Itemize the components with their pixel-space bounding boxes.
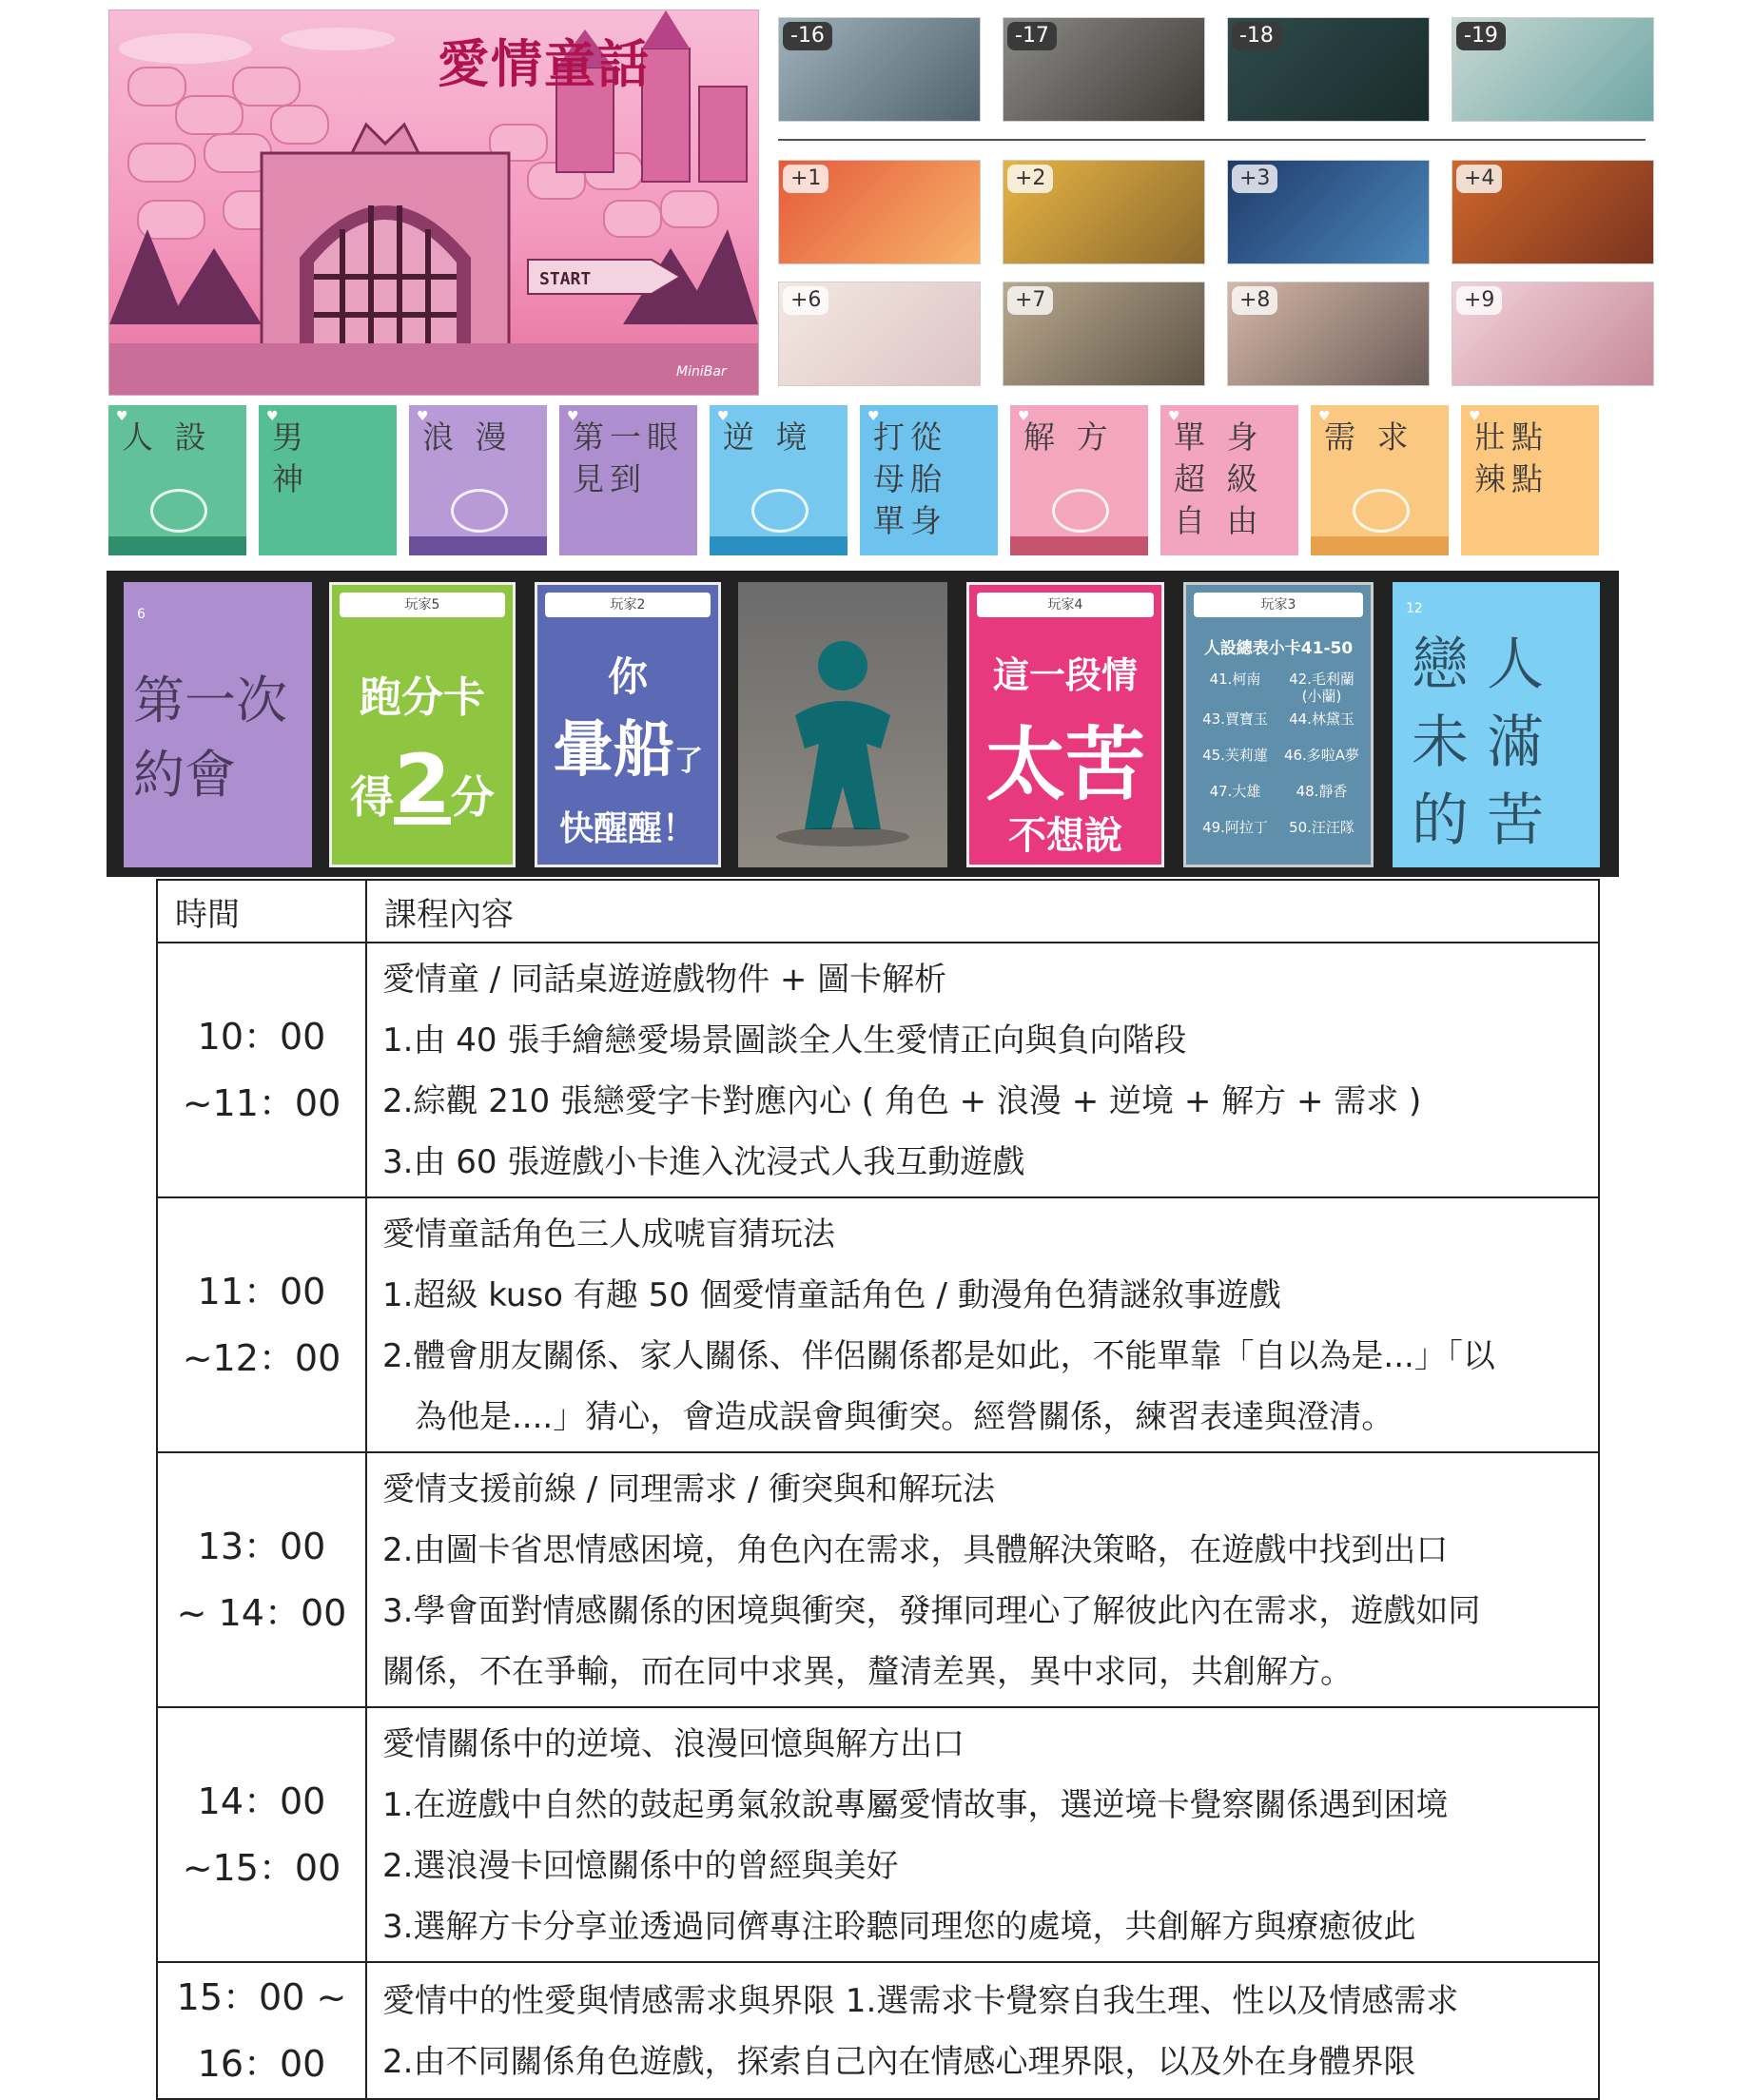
player-label: 玩家2	[545, 593, 711, 617]
heart-icon: ♥	[1018, 409, 1030, 424]
content-cell	[366, 1707, 1599, 1962]
scene-card	[1003, 160, 1205, 264]
content-cell	[366, 1452, 1599, 1707]
score-title: 跑分卡	[360, 673, 485, 722]
first-date-text: 第一次 約會	[133, 671, 287, 805]
table-row	[157, 1962, 1599, 2099]
heart-icon: ♥	[1318, 409, 1331, 424]
heart-icon: ♥	[266, 409, 279, 424]
player-label: 玩家4	[977, 593, 1154, 617]
card-first-date	[124, 582, 312, 867]
content-line: 2.由圖卡省思情感困境，角色內在需求，具體解決策略，在遊戲中找到出口	[382, 1531, 1449, 1569]
bitter-line2: 太苦	[984, 718, 1145, 811]
start-label: START	[539, 269, 592, 289]
emblem-icon	[150, 489, 207, 533]
brand-logo: MiniBar	[676, 364, 727, 379]
time-text: 14：00	[197, 1780, 326, 1822]
emblem-icon	[1052, 489, 1109, 533]
word-card-text: 單 身 超 級 自 由	[1174, 418, 1264, 539]
seasick-line3: 快醒醒！	[558, 809, 696, 848]
content-line: 3.學會面對情感關係的困境與衝突，發揮同理心了解彼此內在需求，遊戲如同	[382, 1592, 1481, 1630]
card-score	[329, 582, 516, 867]
emblem-icon	[1353, 489, 1410, 533]
time-text: ~12：00	[182, 1337, 341, 1379]
content-line: 關係，不在爭輸，而在同中求異，釐清差異，異中求同，共創解方。	[382, 1653, 1353, 1691]
scene-card-number: +1	[783, 165, 828, 193]
word-card-text: 浪 漫	[422, 418, 513, 456]
word-card	[1160, 405, 1298, 555]
scene-card-number: +7	[1007, 286, 1053, 315]
time-text: 15：00 ~	[176, 1976, 347, 2018]
content-cell	[366, 943, 1599, 1197]
word-card-text: 人 設	[122, 418, 212, 456]
roster-entry: 45.芙莉蓮	[1202, 747, 1268, 764]
roster-entry: 49.阿拉丁	[1202, 819, 1268, 836]
word-card	[259, 405, 397, 555]
meeple-icon	[738, 582, 947, 867]
scene-card	[1003, 17, 1205, 122]
time-text: ~ 14：00	[176, 1592, 347, 1634]
player-label: 玩家5	[340, 593, 505, 617]
time-text: 11：00	[197, 1271, 326, 1312]
content-line: 為他是....」猜心，會造成誤會與衝突。經營關係，練習表達與澄清。	[415, 1398, 1394, 1436]
roster-entry: 44.林黛玉	[1289, 710, 1354, 728]
content-line: 2.綜觀 210 張戀愛字卡對應內心 ( 角色 + 浪漫 + 逆境 + 解方 + 需求 )	[382, 1082, 1422, 1120]
scene-card-number: +2	[1007, 165, 1053, 193]
roster-entry: 43.賈寶玉	[1202, 710, 1268, 728]
header-time: 時間	[157, 880, 366, 943]
word-card-text: 需 求	[1324, 418, 1414, 456]
seasick-line1: 你	[607, 653, 648, 700]
scene-card-number: +9	[1456, 286, 1502, 315]
table-row	[157, 1707, 1599, 1962]
time-cell	[157, 943, 366, 1197]
meeple-photo	[738, 582, 947, 867]
scene-card-number: -19	[1456, 22, 1506, 50]
hero-title: 愛情童話	[438, 33, 651, 94]
scene-card-number: +8	[1232, 286, 1277, 315]
heart-icon: ♥	[567, 409, 579, 424]
score-value	[332, 737, 513, 835]
word-card	[108, 405, 246, 555]
heart-icon: ♥	[116, 409, 128, 424]
game-card-strip	[107, 571, 1619, 877]
scene-card	[778, 160, 981, 264]
content-cell	[366, 1962, 1599, 2099]
time-text: 13：00	[197, 1526, 326, 1567]
time-cell	[157, 1962, 366, 2099]
scene-card-number: +6	[783, 286, 828, 315]
time-text: ~11：00	[182, 1082, 341, 1124]
emblem-icon	[751, 489, 809, 533]
scene-card-number: -18	[1232, 22, 1281, 50]
scene-card	[778, 17, 981, 122]
word-card	[1010, 405, 1148, 555]
word-card-text: 打從 母胎 單身	[873, 418, 947, 539]
roster-entry: 48.靜香	[1296, 783, 1348, 800]
roster-entry: 46.多啦A夢	[1283, 747, 1360, 764]
scene-card	[1452, 282, 1654, 386]
card-number: 6	[137, 607, 146, 622]
content-line: 2.選浪漫卡回憶關係中的曾經與美好	[382, 1847, 899, 1885]
castle-illustration	[109, 10, 758, 395]
scene-card	[1452, 160, 1654, 264]
word-card-text: 壯點 辣點	[1474, 418, 1549, 497]
content-line: 1.超級 kuso 有趣 50 個愛情童話角色 / 動漫角色猜謎敘事遊戲	[382, 1276, 1281, 1314]
content-cell	[366, 1197, 1599, 1452]
word-card	[409, 405, 547, 555]
seasick-small: 了	[674, 745, 703, 778]
content-line: 愛情中的性愛與情感需求與界限 1.選需求卡覺察自我生理、性以及情感需求	[382, 1982, 1459, 2020]
card-lovers	[1393, 582, 1600, 867]
score-prefix: 得	[350, 771, 395, 823]
content-line: 愛情支援前線 / 同理需求 / 衝突與和解玩法	[382, 1470, 996, 1508]
score-suffix: 分	[450, 771, 495, 823]
scene-card	[1227, 160, 1430, 264]
player-label: 玩家3	[1194, 593, 1363, 617]
scene-card	[778, 282, 981, 386]
lovers-text: 戀 人 未 滿 的 苦	[1412, 632, 1545, 854]
scene-card	[1003, 282, 1205, 386]
card-band	[409, 536, 547, 555]
content-line: 3.選解方卡分享並透過同儕專注聆聽同理您的處境，共創解方與療癒彼此	[382, 1908, 1416, 1946]
bitter-line1: 這一段情	[992, 654, 1138, 696]
roster-entry: 47.大雄	[1209, 783, 1261, 800]
hero-castle-image	[108, 10, 759, 396]
table-row	[157, 943, 1599, 1197]
scene-card-number: -16	[783, 22, 832, 50]
time-cell	[157, 1197, 366, 1452]
score-number: 2	[394, 737, 451, 832]
table-header-row	[157, 880, 1599, 943]
word-card	[559, 405, 697, 555]
content-line: 愛情童 / 同話桌遊遊戲物件 + 圖卡解析	[382, 961, 947, 999]
time-cell	[157, 1452, 366, 1707]
scene-divider	[778, 139, 1646, 141]
word-card	[860, 405, 998, 555]
roster-list	[1192, 671, 1365, 849]
word-card-text: 逆 境	[723, 418, 813, 456]
heart-icon: ♥	[1469, 409, 1481, 424]
card-bitter	[966, 582, 1164, 867]
card-band	[108, 536, 246, 555]
schedule-body	[157, 943, 1599, 2099]
scene-card	[1452, 17, 1654, 122]
header-content: 課程內容	[366, 880, 1599, 943]
roster-entry: 41.柯南	[1209, 671, 1261, 688]
roster-heading: 人設總表小卡41-50	[1203, 639, 1354, 658]
time-text: 10：00	[197, 1016, 326, 1058]
word-card	[1311, 405, 1449, 555]
table-row	[157, 1197, 1599, 1452]
seasick-main: 暈船	[553, 715, 674, 786]
content-line: 3.由 60 張遊戲小卡進入沈浸式人我互動遊戲	[382, 1143, 1025, 1181]
scene-card	[1227, 282, 1430, 386]
heart-icon: ♥	[417, 409, 429, 424]
word-card-text: 解 方	[1023, 418, 1114, 456]
content-line: 2.由不同關係角色遊戲，探索自己內在情感心理界限，以及外在身體界限	[382, 2043, 1416, 2081]
word-card	[710, 405, 848, 555]
scene-card-number: +3	[1232, 165, 1277, 193]
card-band	[1311, 536, 1449, 555]
card-number: 12	[1406, 601, 1423, 616]
emblem-icon	[451, 489, 508, 533]
time-text: 16：00	[197, 2043, 326, 2085]
heart-icon: ♥	[717, 409, 730, 424]
word-card-text: 男 神	[272, 418, 309, 497]
schedule-table	[156, 879, 1600, 2100]
time-text: ~15：00	[182, 1847, 341, 1889]
roster-entry: 42.毛利蘭 (小蘭)	[1289, 671, 1354, 705]
word-card-text: 第一眼 見到	[573, 418, 684, 497]
heart-icon: ♥	[867, 409, 880, 424]
card-band	[710, 536, 848, 555]
seasick-line2	[537, 701, 718, 788]
scene-card-number: -17	[1007, 22, 1057, 50]
scene-card-number: +4	[1456, 165, 1502, 193]
content-line: 2.體會朋友關係、家人關係、伴侶關係都是如此，不能單靠「自以為是...」「以	[382, 1337, 1495, 1375]
content-line: 愛情童話角色三人成唬盲猜玩法	[382, 1215, 835, 1254]
card-band	[1010, 536, 1148, 555]
content-line: 愛情關係中的逆境、浪漫回憶與解方出口	[382, 1725, 965, 1763]
bitter-line3: 不想說	[1008, 814, 1122, 858]
content-line: 1.在遊戲中自然的鼓起勇氣敘說專屬愛情故事，選逆境卡覺察關係遇到困境	[382, 1786, 1449, 1824]
time-cell	[157, 1707, 366, 1962]
heart-icon: ♥	[1168, 409, 1180, 424]
scene-card	[1227, 17, 1430, 122]
card-seasick	[535, 582, 721, 867]
table-row	[157, 1452, 1599, 1707]
word-card	[1461, 405, 1599, 555]
card-roster	[1183, 582, 1374, 867]
roster-entry: 50.汪汪隊	[1289, 819, 1354, 836]
content-line: 1.由 40 張手繪戀愛場景圖談全人生愛情正向與負向階段	[382, 1021, 1187, 1060]
